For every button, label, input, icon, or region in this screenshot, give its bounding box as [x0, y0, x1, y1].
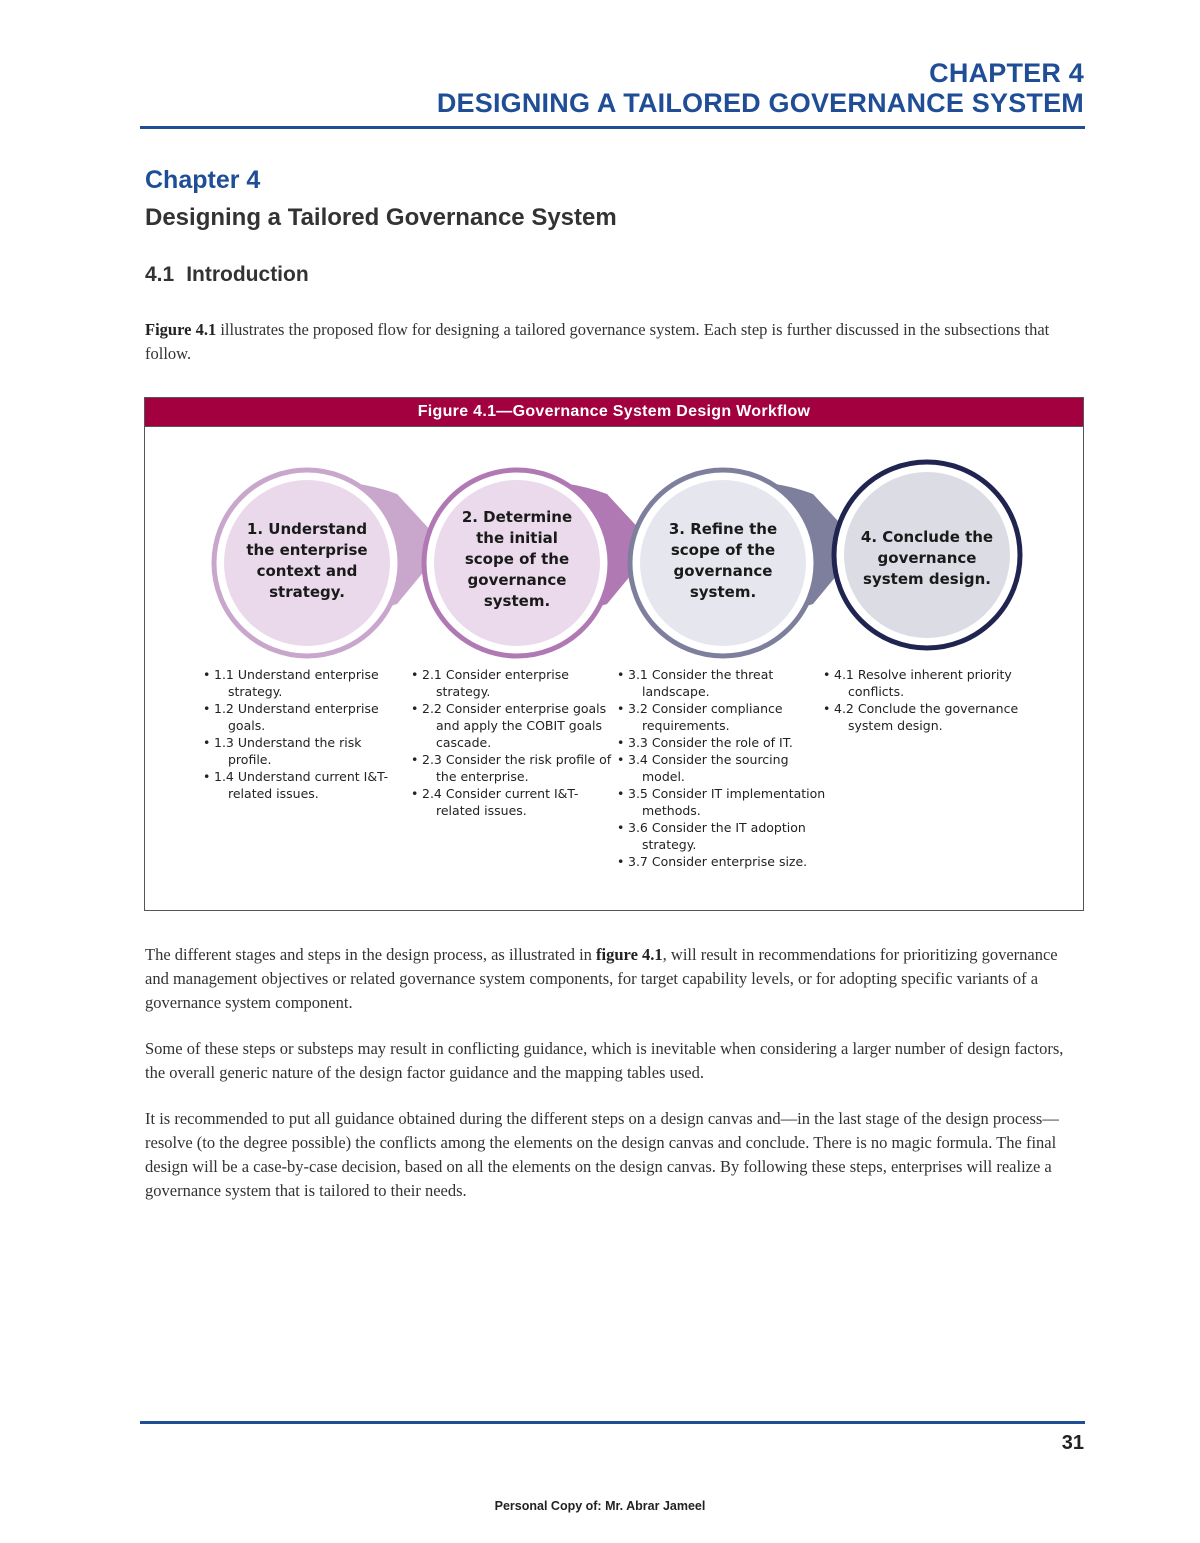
list-item: • 3.6 Consider the IT adoption strategy. — [617, 820, 806, 852]
section-heading — [145, 263, 309, 287]
intro-text: illustrates the proposed flow for designing a tailored governance system. Each step is further discussed in the subsections that follow. — [145, 320, 1050, 363]
header-rule — [140, 126, 1085, 129]
page-number: 31 — [1061, 1432, 1084, 1454]
step-4-substeps — [823, 666, 1033, 734]
list-item: • 3.7 Consider enterprise size. — [617, 854, 808, 869]
running-header-title: DESIGNING A TAILORED GOVERNANCE SYSTEM — [436, 88, 1084, 118]
list-item: • 2.3 Consider the risk profile of the enterprise. — [411, 752, 612, 784]
step-2-substeps — [411, 666, 617, 819]
step-1-substeps — [203, 666, 403, 802]
section-title: Introduction — [186, 263, 309, 286]
list-item: • 4.2 Conclude the governance system design. — [823, 701, 1019, 733]
list-item: • 1.3 Understand the risk profile. — [203, 735, 362, 767]
footer-rule — [140, 1421, 1085, 1424]
p1-text-a: The different stages and steps in the design process, as illustrated in — [145, 945, 597, 964]
step-3-title: 3. Refine the scope of the governance system. — [668, 520, 778, 601]
list-item: • 1.2 Understand enterprise goals. — [203, 701, 379, 733]
list-item: • 3.5 Consider IT implementation methods. — [617, 786, 826, 818]
list-item: • 1.4 Understand current I&T-related issues. — [203, 769, 389, 801]
list-item: • 1.1 Understand enterprise strategy. — [203, 667, 379, 699]
list-item: • 3.3 Consider the role of IT. — [617, 735, 793, 750]
workflow-diagram — [145, 398, 1083, 910]
list-item: • 2.1 Consider enterprise strategy. — [411, 667, 569, 699]
chapter-subtitle: Designing a Tailored Governance System — [145, 204, 617, 231]
list-item: • 2.2 Consider enterprise goals and apply the COBIT goals cascade. — [411, 701, 607, 750]
list-item: • 4.1 Resolve inherent priority conflicts. — [823, 667, 1012, 699]
personal-copy-footer: Personal Copy of: Mr. Abrar Jameel — [494, 1499, 706, 1513]
step-1-title: 1. Understand the enterprise context and strategy. — [246, 520, 368, 601]
figure-caption: Figure 4.1—Governance System Design Workflow — [145, 398, 1083, 427]
body-paragraph-1 — [145, 943, 1085, 1015]
chapter-title: Chapter 4 — [145, 166, 261, 194]
intro-paragraph — [145, 318, 1085, 366]
figure-reference: figure 4.1 — [596, 945, 663, 964]
figure-4-1 — [144, 397, 1084, 911]
p1-text-b: , will result in recommendations for prioritizing governance and management objectives or related governance system components, for target capability levels, or for adopting specific variants of a governance system component. — [145, 945, 1058, 1012]
body-paragraph-3: It is recommended to put all guidance obtained during the different steps on a design canvas and—in the last stage of the design process—resolve (to the degree possible) the conflicts among the elements on the design canvas and conclude. There is no magic formula. The final design will be a case-by-case decision, based on all the elements on the design canvas. By following these steps, enterprises will realize a governance system that is tailored to their needs. — [145, 1109, 1059, 1200]
list-item: • 3.1 Consider the threat landscape. — [617, 667, 774, 699]
list-item: • 3.2 Consider compliance requirements. — [617, 701, 783, 733]
step-3-substeps — [617, 666, 827, 870]
step-2-title: 2. Determine the initial scope of the governance system. — [461, 508, 573, 610]
section-number: 4.1 — [145, 263, 175, 286]
body-paragraph-2: Some of these steps or substeps may result in conflicting guidance, which is inevitable when considering a larger number of design factors, the overall generic nature of the design factor guidance and the mapping tables used. — [145, 1039, 1064, 1082]
step-4-title: 4. Conclude the governance system design. — [860, 528, 994, 588]
list-item: • 2.4 Consider current I&T-related issues. — [411, 786, 579, 818]
running-header — [437, 58, 1084, 118]
figure-reference: Figure 4.1 — [145, 320, 217, 339]
list-item: • 3.4 Consider the sourcing model. — [617, 752, 789, 784]
running-header-chapter: CHAPTER 4 — [929, 58, 1084, 88]
